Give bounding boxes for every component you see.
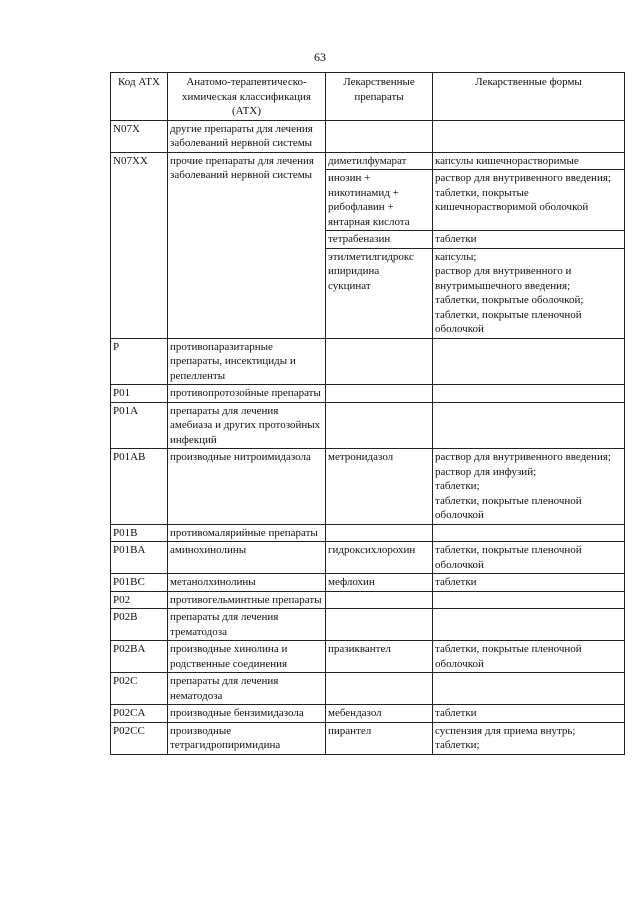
drug-name-cell	[326, 120, 433, 152]
drug-name-cell: метронидазол	[326, 449, 433, 525]
atx-classification-cell: препараты для лечения амебиаза и других протозойных инфекций	[168, 402, 326, 449]
dosage-form-cell: таблетки	[433, 705, 625, 723]
table-header-row	[111, 73, 625, 121]
atx-code-cell: P01B	[111, 524, 168, 542]
drug-name-cell: мебендазол	[326, 705, 433, 723]
table-row	[111, 120, 625, 152]
table-row	[111, 673, 625, 705]
dosage-form-cell: капсулы кишечнорастворимые	[433, 152, 625, 170]
drug-name-cell: этилметилгидрокс ипиридина сукцинат	[326, 248, 433, 338]
drug-name-cell: мефлохин	[326, 574, 433, 592]
atx-code-cell: N07X	[111, 120, 168, 152]
dosage-form-cell	[433, 673, 625, 705]
drug-name-cell	[326, 609, 433, 641]
atx-classification-cell: производные хинолина и родственные соединения	[168, 641, 326, 673]
atx-classification-cell: производные бензимидазола	[168, 705, 326, 723]
drug-name-cell: тетрабеназин	[326, 231, 433, 249]
drug-name-cell: инозин + никотинамид + рибофлавин + янтарная кислота	[326, 170, 433, 231]
atx-classification-cell: противопаразитарные препараты, инсектициды и репелленты	[168, 338, 326, 385]
table-row	[111, 722, 625, 754]
drug-name-cell	[326, 385, 433, 403]
dosage-form-cell	[433, 402, 625, 449]
drug-name-cell	[326, 524, 433, 542]
atx-code-cell: P	[111, 338, 168, 385]
table-row	[111, 542, 625, 574]
drug-name-cell	[326, 673, 433, 705]
dosage-form-cell: капсулы; раствор для внутривенного и внутримышечного введения; таблетки, покрытые оболочкой; таблетки, покрытые пленочной оболочкой	[433, 248, 625, 338]
table-row	[111, 152, 625, 170]
dosage-form-cell	[433, 524, 625, 542]
atx-classification-cell: метанолхинолины	[168, 574, 326, 592]
atx-table	[110, 72, 625, 755]
atx-code-cell: P01BC	[111, 574, 168, 592]
atx-code-cell: N07XX	[111, 152, 168, 338]
atx-classification-cell: аминохинолины	[168, 542, 326, 574]
atx-classification-cell: производные тетрагидропиримидина	[168, 722, 326, 754]
atx-code-cell: P01A	[111, 402, 168, 449]
dosage-form-cell	[433, 120, 625, 152]
table-row	[111, 385, 625, 403]
atx-classification-cell: другие препараты для лечения заболеваний нервной системы	[168, 120, 326, 152]
header-code: Код АТХ	[111, 73, 168, 121]
drug-name-cell: пирантел	[326, 722, 433, 754]
dosage-form-cell: таблетки, покрытые пленочной оболочкой	[433, 542, 625, 574]
atx-classification-cell: препараты для лечения нематодоза	[168, 673, 326, 705]
atx-code-cell: P02C	[111, 673, 168, 705]
dosage-form-cell: таблетки	[433, 574, 625, 592]
dosage-form-cell: суспензия для приема внутрь; таблетки;	[433, 722, 625, 754]
dosage-form-cell: таблетки	[433, 231, 625, 249]
header-drugs: Лекарственные препараты	[326, 73, 433, 121]
drug-name-cell	[326, 338, 433, 385]
atx-classification-cell: прочие препараты для лечения заболеваний нервной системы	[168, 152, 326, 338]
dosage-form-cell	[433, 385, 625, 403]
table-row	[111, 574, 625, 592]
atx-code-cell: P01AB	[111, 449, 168, 525]
atx-code-cell: P02	[111, 591, 168, 609]
table-row	[111, 338, 625, 385]
dosage-form-cell: таблетки, покрытые пленочной оболочкой	[433, 641, 625, 673]
atx-classification-cell: противопротозойные препараты	[168, 385, 326, 403]
table-row	[111, 402, 625, 449]
header-classification: Анатомо-терапевтическо-химическая классификация (АТХ)	[168, 73, 326, 121]
header-forms: Лекарственные формы	[433, 73, 625, 121]
atx-code-cell: P01BA	[111, 542, 168, 574]
atx-code-cell: P01	[111, 385, 168, 403]
table-row	[111, 609, 625, 641]
atx-classification-cell: производные нитроимидазола	[168, 449, 326, 525]
atx-code-cell: P02CA	[111, 705, 168, 723]
table-row	[111, 591, 625, 609]
dosage-form-cell: раствор для внутривенного введения; таблетки, покрытые кишечнорастворимой оболочкой	[433, 170, 625, 231]
atx-classification-cell: противомалярийные препараты	[168, 524, 326, 542]
table-row	[111, 524, 625, 542]
table-row	[111, 705, 625, 723]
table-row	[111, 449, 625, 525]
atx-classification-cell: противогельминтные препараты	[168, 591, 326, 609]
atx-code-cell: P02B	[111, 609, 168, 641]
table-row	[111, 641, 625, 673]
atx-code-cell: P02CC	[111, 722, 168, 754]
drug-name-cell	[326, 402, 433, 449]
atx-code-cell: P02BA	[111, 641, 168, 673]
dosage-form-cell: раствор для внутривенного введения; раствор для инфузий; таблетки; таблетки, покрытые пленочной оболочкой	[433, 449, 625, 525]
drug-name-cell: диметилфумарат	[326, 152, 433, 170]
drug-name-cell	[326, 591, 433, 609]
page-number: 63	[314, 50, 326, 64]
drug-name-cell: празиквантел	[326, 641, 433, 673]
dosage-form-cell	[433, 591, 625, 609]
dosage-form-cell	[433, 338, 625, 385]
drug-name-cell: гидроксихлорохин	[326, 542, 433, 574]
atx-classification-cell: препараты для лечения трематодоза	[168, 609, 326, 641]
table-body	[111, 120, 625, 754]
dosage-form-cell	[433, 609, 625, 641]
